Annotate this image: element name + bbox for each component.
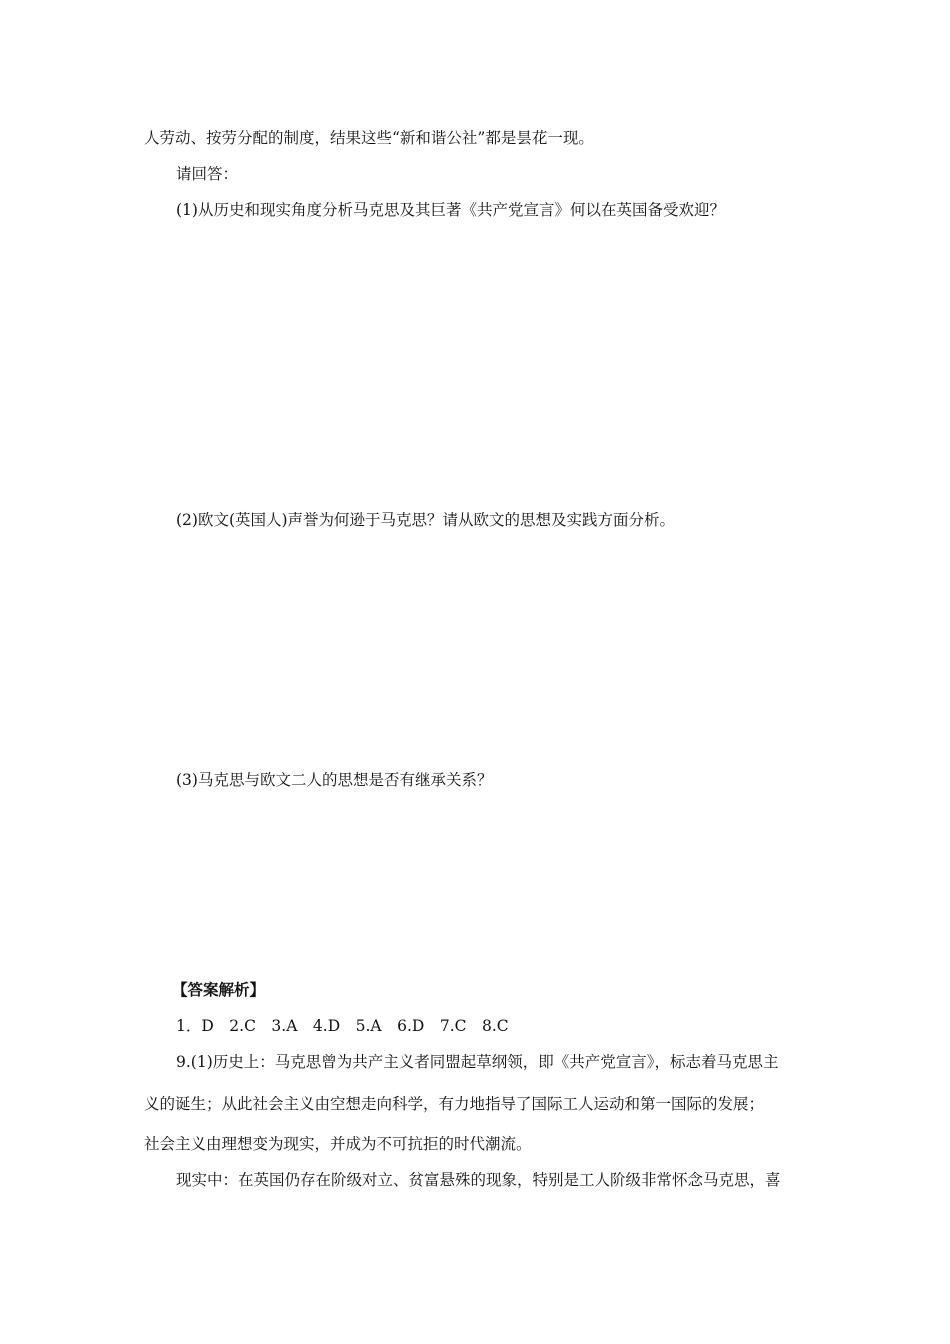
answer-paragraph-line-3: 社会主义由理想变为现实，并成为不可抗拒的时代潮流。	[144, 1135, 532, 1153]
answer-paragraph-line-4: 现实中：在英国仍存在阶级对立、贫富悬殊的现象，特别是工人阶级非常怀念马克思，喜	[176, 1171, 781, 1189]
answer-choices: 1．D 2.C 3.A 4.D 5.A 6.D 7.C 8.C	[176, 1017, 509, 1035]
answer-prompt: 请回答：	[176, 165, 239, 183]
question-1: (1)从历史和现实角度分析马克思及其巨著《共产党宣言》何以在英国备受欢迎？	[176, 201, 725, 219]
answer-heading: 【答案解析】	[172, 980, 266, 999]
answer-paragraph-line-1: 9.(1)历史上：马克思曾为共产主义者同盟起草纲领，即《共产党宣言》，标志着马克思主	[176, 1053, 779, 1071]
answer-paragraph-line-2: 义的诞生；从此社会主义由空想走向科学，有力地指导了国际工人运动和第一国际的发展；	[144, 1095, 765, 1113]
question-2: (2)欧文(英国人)声誉为何逊于马克思？请从欧文的思想及实践方面分析。	[176, 511, 676, 529]
question-3: (3)马克思与欧文二人的思想是否有继承关系？	[176, 771, 493, 789]
intro-tail-text: 人劳动、按劳分配的制度，结果这些“新和谐公社”都是昙花一现。	[144, 129, 594, 147]
